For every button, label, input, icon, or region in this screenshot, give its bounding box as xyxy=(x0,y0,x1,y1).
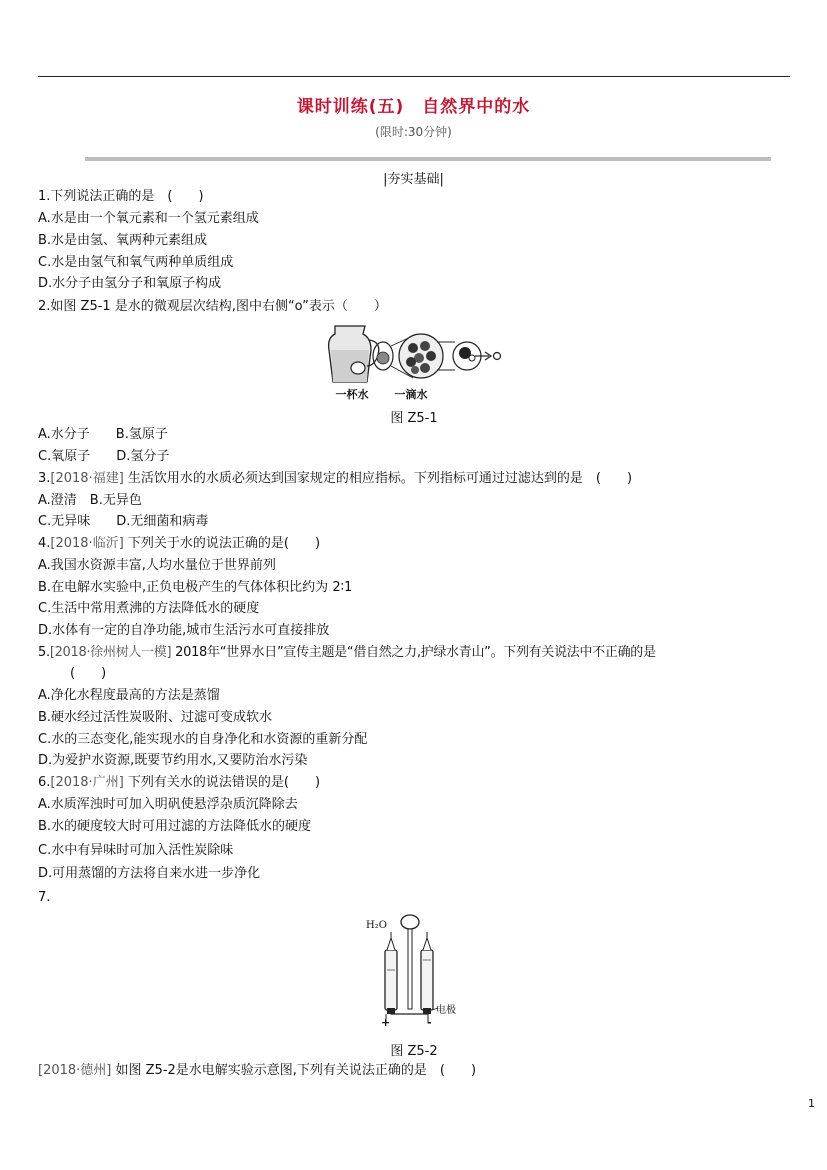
q6-text: 下列有关水的说法错误的是( ) xyxy=(127,775,321,790)
q5-option-d: D.为爱护水资源,既要节约用水,又要防治水污染 xyxy=(38,753,308,768)
figure-z5-2-caption: 图 Z5-2 xyxy=(390,1044,438,1059)
q4-text: 下列关于水的说法正确的是( ) xyxy=(127,536,321,551)
q7-number: 7. xyxy=(38,890,51,905)
q4-number: 4. xyxy=(38,536,51,551)
q3-source-tag: [2018·福建] xyxy=(50,471,124,486)
label-drop-of-water: 一滴水 xyxy=(394,388,428,401)
q5-option-a: A.净化水程度最高的方法是蒸馏 xyxy=(38,688,220,703)
q2-options-cd: C.氧原子 D.氢分子 xyxy=(38,449,170,464)
q5-answer-paren: ( ) xyxy=(70,666,107,681)
q1-option-c: C.水是由氢气和氧气两种单质组成 xyxy=(38,255,234,270)
q1-option-d: D.水分子由氢分子和氧原子构成 xyxy=(38,276,222,291)
top-rule xyxy=(38,76,790,77)
q7-source-tag: [2018·德州] xyxy=(38,1063,112,1078)
q1-stem: 1.下列说法正确的是 ( ) xyxy=(38,189,204,204)
q4-stem xyxy=(38,535,320,553)
q6-number: 6. xyxy=(38,775,51,790)
q6-option-d: D.可用蒸馏的方法将自来水进一步净化 xyxy=(38,866,261,881)
q5-source-tag: [2018·徐州树人一模] xyxy=(49,645,172,660)
label-positive: + xyxy=(381,1016,391,1029)
section-heading: |夯实基础| xyxy=(383,172,444,187)
q3-options-ab: A.澄清 B.无异色 xyxy=(38,493,142,508)
q5-stem xyxy=(38,644,656,662)
q4-source-tag: [2018·临沂] xyxy=(50,536,124,551)
time-limit: (限时:30分钟) xyxy=(375,125,452,139)
page-title: 课时训练(五) 自然界中的水 xyxy=(296,97,531,117)
q4-option-d: D.水体有一定的自净功能,城市生活污水可直接排放 xyxy=(38,623,330,638)
q5-text: 2018年“世界水日”宣传主题是“借自然之力,护绿水青山”。下列有关说法中不正确的是 xyxy=(175,645,656,660)
q6-option-b: B.水的硬度较大时可用过滤的方法降低水的硬度 xyxy=(38,819,312,834)
page-number: 1 xyxy=(808,1097,815,1110)
q3-text: 生活饮用水的水质必须达到国家规定的相应指标。下列指标可通过过滤达到的是 ( ) xyxy=(127,471,633,486)
q5-option-b: B.硬水经过活性炭吸附、过滤可变成软水 xyxy=(38,710,273,725)
q3-options-cd: C.无异味 D.无细菌和病毒 xyxy=(38,514,209,529)
q7-text: 如图 Z5-2是水电解实验示意图,下列有关说法正确的是 ( ) xyxy=(115,1063,477,1078)
q4-option-a: A.我国水资源丰富,人均水量位于世界前列 xyxy=(38,558,276,573)
q1-option-b: B.水是由氢、氧两种元素组成 xyxy=(38,233,208,248)
q2-stem: 2.如图 Z5-1 是水的微观层次结构,图中右侧“o”表示（ ） xyxy=(38,299,387,314)
q6-source-tag: [2018·广州] xyxy=(50,775,124,790)
q6-option-a: A.水质浑浊时可加入明矾使悬浮杂质沉降除去 xyxy=(38,797,298,812)
q4-option-c: C.生活中常用煮沸的方法降低水的硬度 xyxy=(38,601,260,616)
q4-option-b: B.在电解水实验中,正负电极产生的气体体积比约为 2∶1 xyxy=(38,580,353,595)
q5-option-c: C.水的三态变化,能实现水的自身净化和水资源的重新分配 xyxy=(38,732,368,747)
label-electrode: 电极 xyxy=(436,1005,456,1016)
q5-number: 5. xyxy=(38,645,50,660)
label-negative: - xyxy=(427,1016,432,1029)
q3-number: 3. xyxy=(38,471,51,486)
q6-option-c: C.水中有异味时可加入活性炭除味 xyxy=(38,843,234,858)
label-h2o: H₂O xyxy=(366,920,387,931)
q7-stem xyxy=(38,1062,476,1080)
figure-z5-1-caption: 图 Z5-1 xyxy=(390,411,438,426)
q2-options-ab: A.水分子 B.氢原子 xyxy=(38,427,168,442)
section-divider xyxy=(85,157,771,161)
label-cup-of-water: 一杯水 xyxy=(335,388,369,401)
q6-stem xyxy=(38,774,320,792)
q3-stem xyxy=(38,470,632,488)
q1-option-a: A.水是由一个氧元素和一个氢元素组成 xyxy=(38,211,259,226)
